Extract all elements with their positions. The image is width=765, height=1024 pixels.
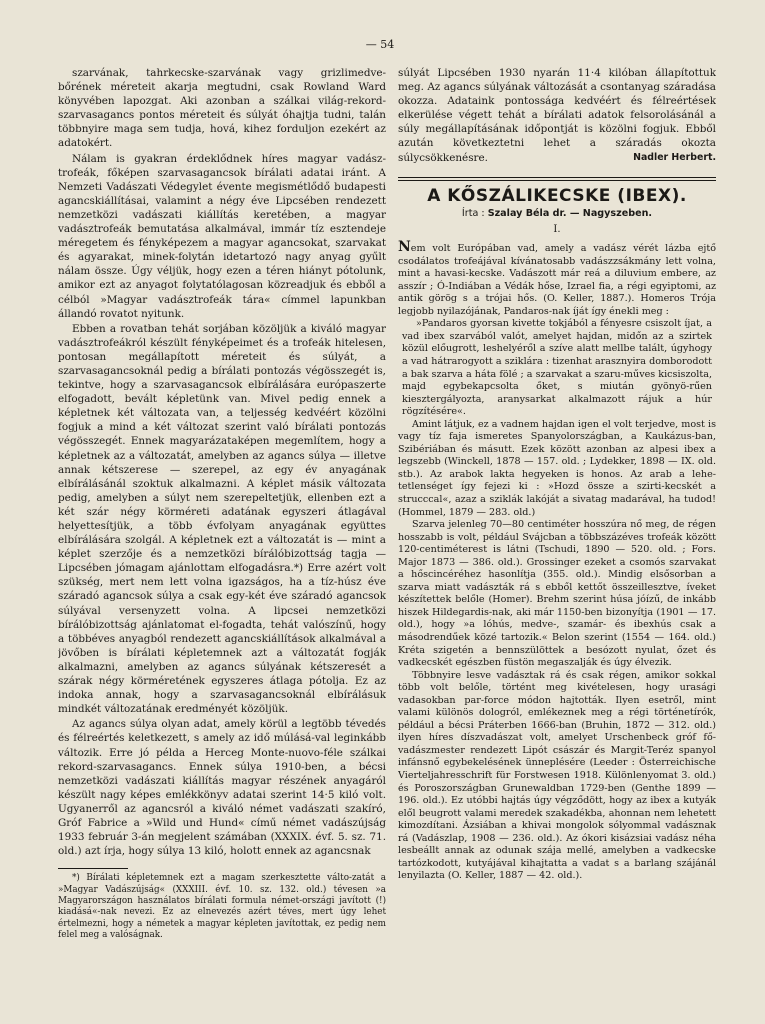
paragraph — [398, 241, 716, 318]
article-body — [398, 241, 716, 883]
article-title: A KŐSZÁLIKECSKE (IBEX). — [427, 185, 687, 206]
paragraph: Ebben a rovatban tehát sorjában közöljük a kiváló magyar vadásztrofeákról készült fényképeimet és a trofeák hitelesen, pontosan megállapított méreteit és súlyát, a szarvasagancsoknál pedig a bírálati pontozás végösszegét is, tekintve, hogy a szarvasagancsok elbírálására európaszerte elfogadott, bevált képletünk van. Mivel pedig ennek a képletnek két változata van, a teljesség kedvéért közölni fogjuk a mind a két változat szerint való bírálati pontozás végösszegét. Ennek magyarázataképen megemlítem, hogy a képletnek az a változatát, amelyben az agancs súlya — illetve annak kétszerese — szerepel, az egy év anyagának elbírálásánál szoktuk alkalmazni. A képlet másik változata pedig, amelyben a súlyt nem szerepeltetjük, ellenben ezt a két szár négy körméreti adatának egyszeri átlagával helyettesítjük, a több évfolyam anyagának együttes elbírálására szolgál. A képletnek ezt a változatát is — mint a képlet szerzője és a nemzetközi bírálóbizottság tagja — Lipcsében jómagam ajánlottam elfogadásra.*) Erre azért volt szükség, mert nem lett volna igazságos, ha a tíz-húsz éve száradó agancsok súlya a csak egy-két éve száradó agancsok súlyával versenyzett volna. A lipcsei nemzetközi bírálóbizottság ajánlatomat el-fogadta, tehát valószínű, hogy a többéves anyagból rendezett agancskiállítások alkalmával a jövőben is bírálati képletemnek azt a változatát fogják alkalmazni, amelyben az agancs súlyának kétszeresét a szárak négy körméretének egyszeres átlaga pótolja. Ez az indoka annak, hogy a szarvasagancsoknál elbírálásuk mindkét változatának eredményét közöljük. — [58, 322, 386, 716]
drop-cap: N — [398, 239, 411, 256]
paragraph: Szarva jelenleg 70—80 centiméter hosszúra nő meg, de régen hosszabb is volt, például Svájcban a többszázéves trofeák között 120-centiméterest is látni (Tschudi, 1890 — 520. old. ; Fors. Major 1873 — 386. old.). Grossinger ezeket a csomós szarvakat a hőscincéréhez hasonlítja (355. old.). Mindig elsősorban a szarva miatt vadászták rá s ebből kettőt összeillesztve, íveket készítettek belőle (Homer). Brehm szerint húsa jóízű, de inkább hiszek Hildegardis-nak, aki már 1150-ben bizonyítja (1901 — 17. old.), hogy »a lóhús, medve-, szamár- és ibexhús csak a másodrendűek közé tartozik.« Belon szerint (1554 — 164. old.) Kréta szigetén a bennszülöttek a besózott nyulat, őzet és vadkecskét egészben füstön megaszalják és úgy élvezik. — [398, 519, 716, 669]
byline-prefix: Írta : — [461, 207, 485, 219]
right-column — [398, 66, 716, 1006]
footnote: *) Bírálati képletemnek ezt a magam szerkesztette válto-zatát a »Magyar Vadászújság« (XXXIII. évf. 10. sz. 132. old.) tévesen »a Magyarországon használatos bírálati formula német-országi javított (!) kiadásá«-nak nevezi. Ez az elnevezés azért téves, mert úgy lehet értelmezni, hogy a németek a magyar képleten javítottak, ez pedig nem felel meg a valóságnak. — [58, 873, 386, 941]
section-number: I. — [553, 223, 561, 235]
quotation: »Pandaros gyorsan kivette tokjából a fényesre csiszolt íjat, a vad ibex szarvából valót, amelyet hajdan, midőn az a szirtek közül előugrott, leshelyéről a szíve alatt mellbe talált, úgyhogy a vad hátrarogyott a sziklára : tizenhat arasznyira domborodott a bak szarva a háta fölé ; a szarvakat a szaru-műves kicsiszolta, majd egybekapcsolta őket, s miután gyönyö-rűen kiesztergályozta, aranysarkat alkalmazott rájuk a húr rögzítésére«. — [402, 318, 712, 418]
byline — [398, 207, 716, 221]
paragraph-text: em volt Európában vad, amely a vadász vérét lázba ejtő csodálatos trofeájával kívánatosabb vadászzsákmány lett volna, mint a havasi-kecske. Vadászott már reá a diluvium embere, az asszír ; Ó-Indiában a Védák hőse, Izrael fia, a régi egyiptomi, az antik görög s a trójai hős. (O. Keller, 1887.). Homeros Trója legjobb nyilazójának, Pandaros-nak íját így énekli meg : — [398, 243, 716, 317]
left-column — [58, 66, 386, 1006]
paragraph: Amint látjuk, ez a vadnem hajdan igen el volt terjedve, most is vagy tíz faja ismeretes Spanyolországban, a Kaukázus-ban, Szibériában és másutt. Ezek között azonban az alpesi ibex a legszebb (Winckell, 1878 — 157. old. ; Lydekker, 1898 — IX. old. stb.). Az arabok lakta hegyeken is honos. Az arab a lehe-tetlenséget így fejezi ki : »Hozd össze a szirti-kecskét a strucccal«, azaz a sziklák lakóját a sivatag madarával, ha tudod! (Hommel, 1879 — 283. old.) — [398, 418, 716, 518]
section-divider — [398, 177, 716, 181]
paragraph: Nálam is gyakran érdeklődnek híres magyar vadász-trofeák, főképen szarvasagancsok bírálati adatai iránt. A Nemzeti Vadászati Védegylet évente megismétlődő budapesti agancskiállításai, valamint a négy éve Lipcsében rendezett nemzetközi vadászati kiállítás keretében, a magyar vadásztrofeák bemutatása alkalmával, immár tíz esztendeje méregetem és fényképezem a magyar agancsokat, szarvakat és agyarakat, minek-folytán idetartozó nagy anyag gyűlt nálam össze. Úgy véljük, hogy ezen a téren hiányt pótolunk, amikor ezt az anyagot folytatólagosan közreadjuk és ebből a célból »Magyar vadásztrofeák tára« címmel lapunkban állandó rovatot nyitunk. — [58, 152, 386, 320]
author-signature: Nadler Herbert. — [633, 151, 716, 163]
paragraph: Többnyire lesve vadásztak rá és csak régen, amikor sokkal több volt belőle, történt meg kivételesen, hogy urasági vadasokban par-force módon hajtották. Ilyen esetről, mint valami különös dologról, emlékeznek meg a régi történetírók, például a bécsi Práterben 1666-ban (Bruhin, 1872 — 312. old.) ilyen híres díszvadászat volt, amelyet Urschenbeck gróf fő-vadászmester rendezett Lipót császár és Margit-Teréz spanyol infánsnő egybekelésének ünneplésére (Leeder : Österreichische Vierteljahresschrift für Forstwesen 1918. Különlenyomat 3. old.) és Poroszországban Grunewaldban 1729-ben (Genthe 1899 — 196. old.). Ez utóbbi hajtás úgy végződött, hogy az ibex a kutyák elől beugrott valami meredek szakadékba, ahonnan nem lehetett kimozdítani. Ázsiában a khivai mongolok sólyommal vadásznak rá (Vadászlap, 1908 — 236. old.). Az ókori kisázsiai vadász néha lesbeállt annak az odunak szája mellé, amelyben a vadkecske tartózkodott, kutyájával kihajtatta a vadat s a barlang szájánál lenyilazta (O. Keller, 1887 — 42. old.). — [398, 669, 716, 882]
page-number: — 54 — [365, 38, 395, 51]
paragraph: Az agancs súlya olyan adat, amely körül a legtöbb tévedés és félreértés keletkezett, s amely az idő múlásá-val leginkább változik. Erre jó példa a Herceg Monte-nuovo-féle szálkai rekord-szarvasagancs. Ennek súlya 1910-ben, a bécsi nemzetközi vadászati kiállítás magyar részének anyagáról készült nagy képes emlékkönyv adatai szerint 14·5 kiló volt. Ugyanerről az agancsról a kiváló német vadászati szakíró, Gróf Fabrice a »Wild und Hund« című német vadászújság 1933 február 3-án megjelent számában (XXXIX. évf. 5. sz. 71. old.) azt írja, hogy súlya 13 kiló, holott ennek az agancsnak — [58, 718, 386, 858]
paragraph: szarvának, tahrkecske-szarvának vagy grizlimedve-bőrének méreteit akarja megtudni, csak Rowland Ward könyvében lapozgat. Aki azonban a szálkai világ-rekord-szarvasagancs pontos méreteit és súlyát óhajtja tudni, talán többnyire maga sem tudja, hová, kihez forduljon ezekért az adatokért. — [58, 67, 386, 150]
paragraph: súlyát Lipcsében 1930 nyarán 11·4 kilóban állapítottuk meg. Az agancs súlyának változását a csontanyag száradása okozza. Adataink pontossága kedvéért és félreértések elkerülése végett tehát a bírálati adatok felsorolásánál a súly megállapításának időpontját is közölni fogjuk. Ebből azután következtetni lehet a száradás okozta súlycsökkenésre. — [398, 67, 716, 164]
byline-author: Szalay Béla dr. — Nagyszeben. — [487, 207, 653, 219]
footnote-divider — [58, 868, 128, 869]
